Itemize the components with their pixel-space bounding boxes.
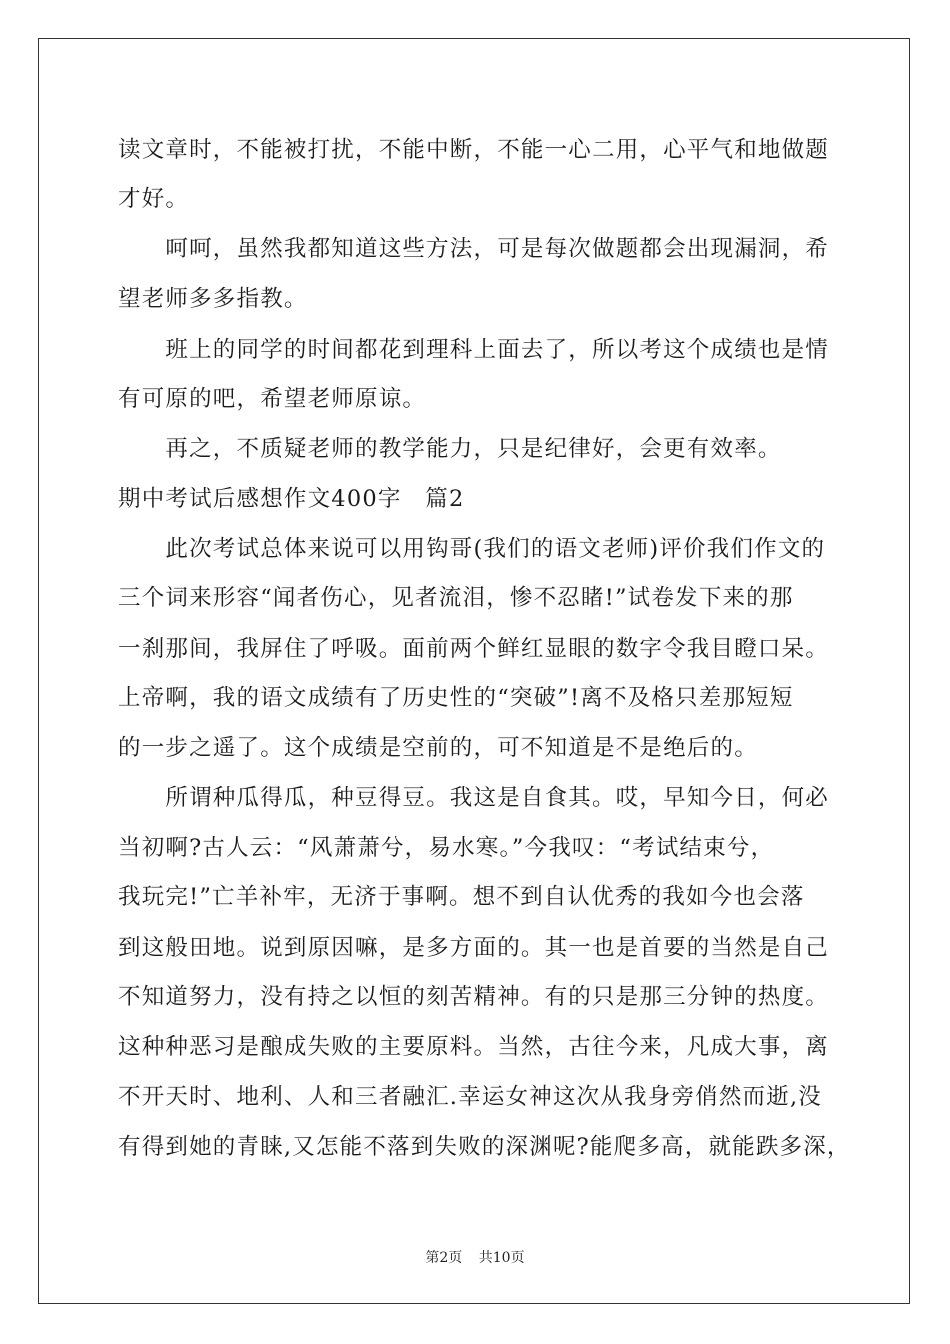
page-footer [0, 1247, 950, 1267]
text-line: 当初啊?古人云：“风萧萧兮，易水寒。”今我叹：“考试结束兮， [118, 835, 775, 861]
text-line: 再之，不质疑老师的教学能力，只是纪律好，会更有效率。 [118, 436, 782, 462]
text-line: 我玩完!”亡羊补牢，无济于事啊。想不到自认优秀的我如今也会落 [118, 884, 805, 910]
text-line: 有得到她的青睐,又怎能不落到失败的深渊呢?能爬多高，就能跌多深， [118, 1134, 851, 1160]
text-line: 班上的同学的时间都花到理科上面去了，所以考这个成绩也是情 [118, 337, 830, 363]
text-line: 呵呵，虽然我都知道这些方法，可是每次做题都会出现漏洞，希 [118, 236, 830, 262]
text-line: 上帝啊，我的语文成绩有了历史性的“突破”!离不及格只差那短短 [118, 685, 794, 711]
text-line: 这种种恶习是酿成失败的主要原料。当然，古往今来，凡成大事，离 [118, 1034, 830, 1060]
text-line: 不知道努力，没有持之以恒的刻苦精神。有的只是那三分钟的热度。 [118, 984, 830, 1010]
text-line: 不开天时、地利、人和三者融汇.幸运女神这次从我身旁俏然而逝,没 [118, 1084, 823, 1110]
text-line: 此次考试总体来说可以用钩哥(我们的语文老师)评价我们作文的 [118, 536, 826, 562]
text-line: 一刹那间，我屏住了呼吸。面前两个鲜红显眼的数字令我目瞪口呆。 [118, 636, 830, 662]
text-line: 有可原的吧，希望老师原谅。 [118, 386, 427, 412]
text-line: 三个词来形容“闻者伤心，见者流泪，惨不忍睹!”试卷发下来的那 [118, 585, 794, 611]
page-total: 共10页 [478, 1250, 525, 1266]
text-line: 所谓种瓜得瓜，种豆得豆。我这是自食其。哎，早知今日，何必 [118, 785, 830, 811]
text-line: 望老师多多指教。 [118, 286, 308, 312]
text-line: 的一步之遥了。这个成绩是空前的，可不知道是不是绝后的。 [118, 735, 758, 761]
page-number: 第2页 [425, 1250, 463, 1266]
text-line: 读文章时，不能被打扰，不能中断，不能一心二用，心平气和地做题 [118, 137, 830, 163]
text-line: 才好。 [118, 186, 190, 212]
page-border [38, 38, 910, 1304]
text-line: 到这般田地。说到原因嘛，是多方面的。其一也是首要的当然是自己 [118, 935, 830, 961]
section-heading: 期中考试后感想作文400字 篇2 [118, 486, 465, 512]
